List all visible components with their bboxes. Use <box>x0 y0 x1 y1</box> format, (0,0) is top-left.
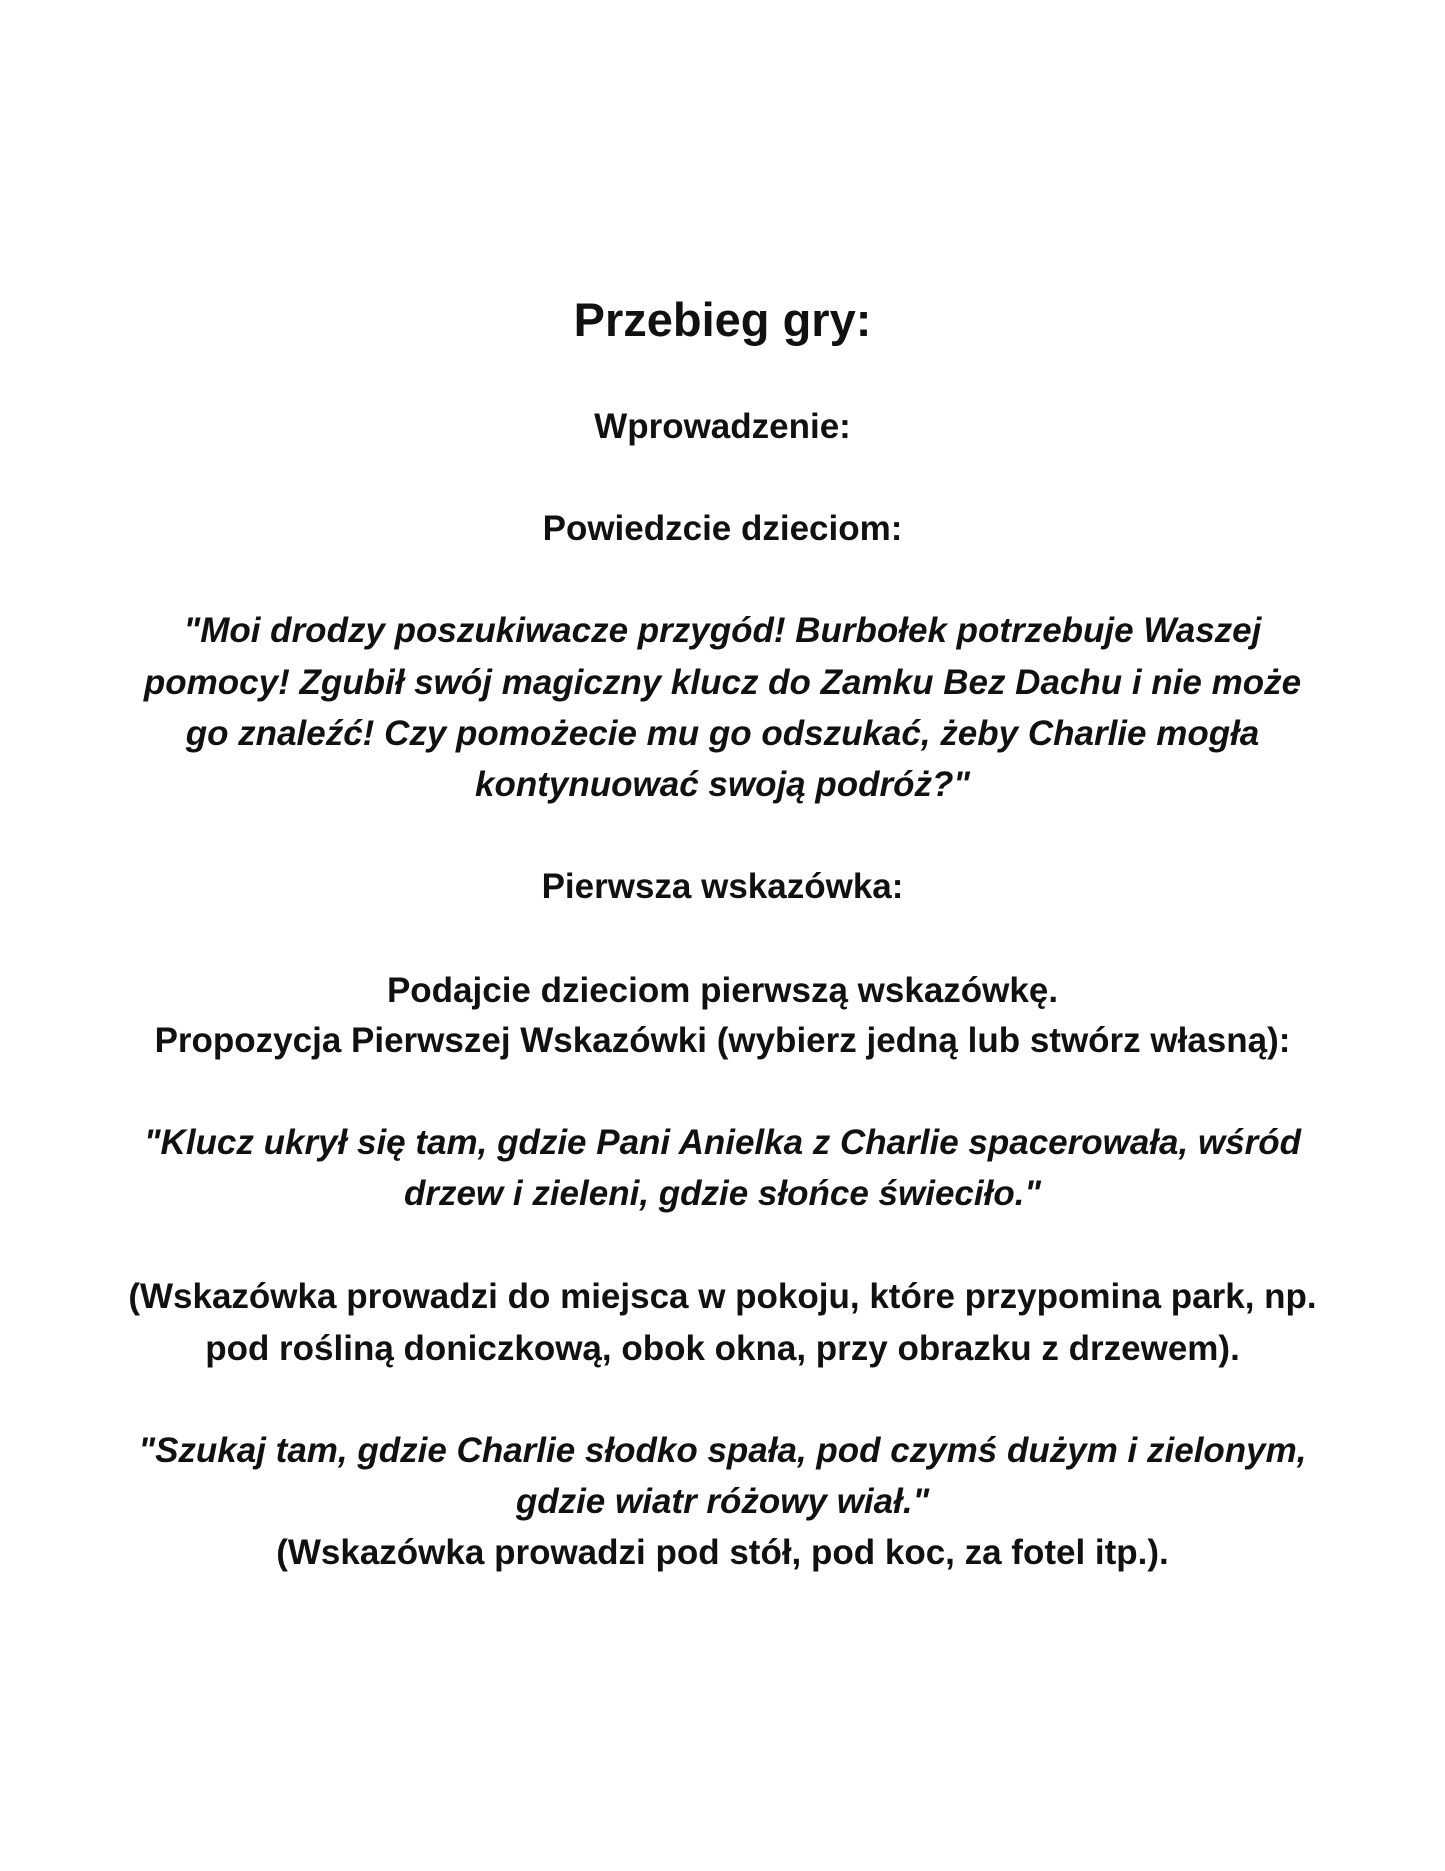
give-clue-text: Podajcie dzieciom pierwszą wskazówkę. <box>386 971 1059 1010</box>
clue-proposal-text: Propozycja Pierwszej Wskazówki (wybierz jedną lub stwórz własną): <box>154 1021 1291 1060</box>
clue1-note-line: pod rośliną doniczkową, obok okna, przy obrazku z drzewem). <box>205 1329 1240 1368</box>
clue1-note-line: (Wskazówka prowadzi do miejsca w pokoju, które przypomina park, np. <box>128 1277 1317 1316</box>
intro-quote-line: kontynuować swoją podróż?" <box>475 765 970 804</box>
tell-children-text: Powiedzcie dzieciom: <box>542 509 903 548</box>
clue1-quote-line: drzew i zieleni, gdzie słońce świeciło." <box>403 1174 1042 1213</box>
clue2-quote-line: "Szukaj tam, gdzie Charlie słodko spała, pod czymś dużym i zielonym, <box>138 1431 1307 1470</box>
intro-quote-line: pomocy! Zgubił swój magiczny klucz do Zamku Bez Dachu i nie może <box>143 663 1302 702</box>
clue1-quote-line: "Klucz ukrył się tam, gdzie Pani Anielka z Charlie spacerowała, wśród <box>143 1123 1302 1162</box>
first-clue-heading: Pierwsza wskazówka: <box>541 867 904 906</box>
intro-heading: Wprowadzenie: <box>594 407 851 446</box>
clue2-quote-line: gdzie wiatr różowy wiał." <box>515 1482 930 1521</box>
page-title: Przebieg gry: <box>573 293 872 346</box>
clue2-note: (Wskazówka prowadzi pod stół, pod koc, za fotel itp.). <box>276 1533 1169 1572</box>
intro-quote-line: go znaleźć! Czy pomożecie mu go odszukać, żeby Charlie mogła <box>185 714 1260 753</box>
intro-quote-line: "Moi drodzy poszukiwacze przygód! Burbołek potrzebuje Waszej <box>183 611 1262 650</box>
